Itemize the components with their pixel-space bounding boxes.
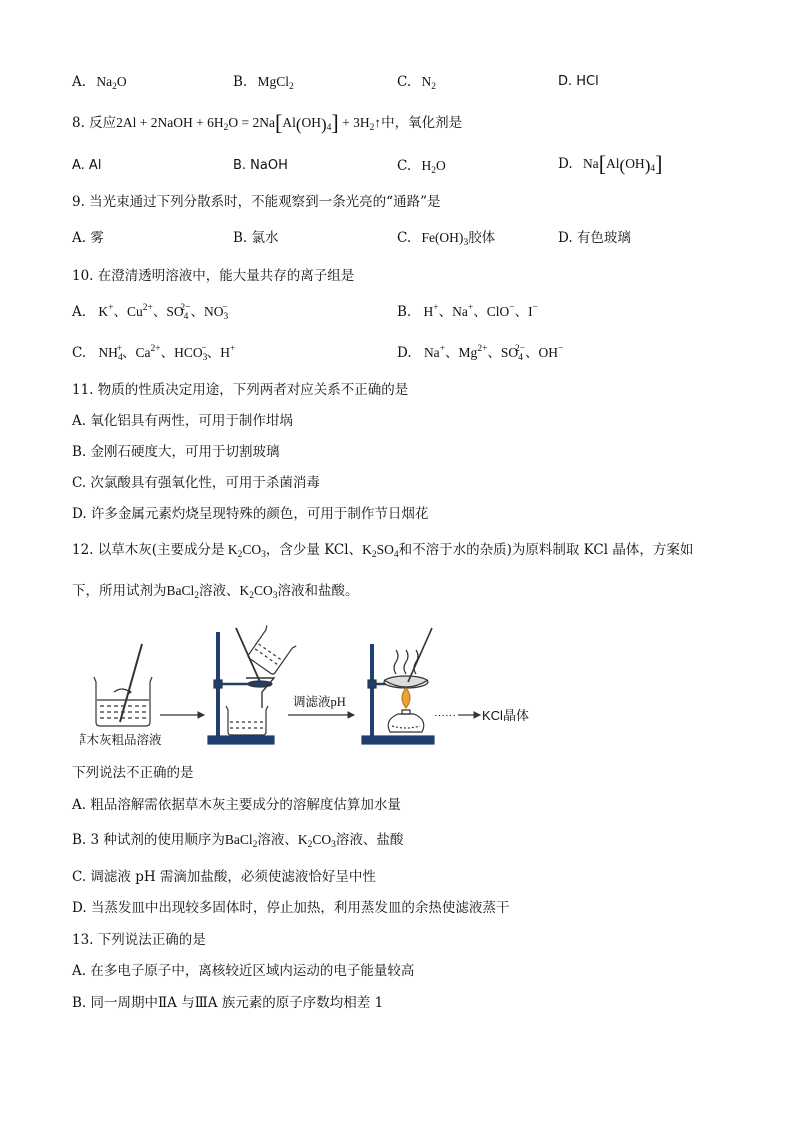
q11-option-d: D. 许多金属元素灼烧呈现特殊的颜色，可用于制作节日烟花 — [72, 506, 429, 522]
q9-option-c: C. $Fe(OH)_3$胶体 — [397, 230, 496, 248]
q12-option-d: D. 当蒸发皿中出现较多固体时，停止加热，利用蒸发皿的余热使滤液蒸干 — [72, 900, 510, 916]
q7-option-c: C. $N_2$ — [397, 74, 436, 92]
q7-option-b-letter: B. — [233, 74, 248, 90]
q8-stem: 8. 反应2Al + 2NaOH + $6H_2O = 2Na[Al(OH)_4]$ + $3H_2↑$中，氧化剂是 — [72, 110, 463, 135]
q13-option-b: B. 同一周期中ⅡA 与ⅢA 族元素的原子序数均相差 1 — [72, 995, 384, 1011]
q8-option-b: B. NaOH — [233, 158, 288, 173]
q12-ask: 下列说法不正确的是 — [72, 765, 194, 781]
q10-option-c: C. $NH_4^+$、$Ca^{2+}$、$HCO_3^-$、H+ — [72, 344, 236, 363]
q12-option-c: C. 调滤液 pH 需滴加盐酸，必须使滤液恰好呈中性 — [72, 869, 376, 885]
q11-stem: 11. 物质的性质决定用途，下列两者对应关系不正确的是 — [72, 382, 409, 398]
q12-stem-line1: 12. 以草木灰(主要成分是 $K_2CO_3$，含少量 KCl、$K_2SO_4$和不溶于水的杂质)为原料制取 KCl 晶体，方案如 — [72, 542, 694, 560]
q7-option-a: A. $Na_2O$ — [72, 74, 127, 92]
arrow-1-icon — [160, 712, 204, 718]
beaker-dissolving-icon — [94, 644, 152, 726]
q9-stem: 9. 当光束通过下列分散系时，不能观察到一条光亮的“通路”是 — [72, 194, 441, 210]
q7-option-d: D. HCl — [558, 74, 599, 89]
apparatus-diagram — [80, 622, 550, 752]
q7-option-c-letter: C. — [397, 74, 412, 90]
q10-option-b: B. H+、Na+、ClO−、I− — [397, 303, 538, 320]
q9-option-a: A. 雾 — [72, 230, 104, 246]
q13-option-a: A. 在多电子原子中，离核较近区域内运动的电子能量较高 — [72, 963, 415, 979]
q11-option-c: C. 次氯酸具有强氧化性，可用于杀菌消毒 — [72, 475, 320, 491]
q10-option-a: A. K+、$Cu^{2+}$、$SO_4^{2-}$、$NO_3^-$ — [72, 303, 229, 322]
q12-option-b: B. 3 种试剂的使用顺序为BaCl$_2$溶液、$K_2CO_3$溶液、盐酸 — [72, 832, 404, 850]
q10-stem: 10. 在澄清透明溶液中，能大量共存的离子组是 — [72, 268, 355, 284]
q12-option-a: A. 粗品溶解需依据草木灰主要成分的溶解度估算加水量 — [72, 797, 401, 813]
fig-label-crude-solution: 草木灰粗品溶液 — [80, 732, 162, 747]
q11-option-a: A. 氧化铝具有两性，可用于制作坩埚 — [72, 413, 293, 429]
q13-stem: 13. 下列说法正确的是 — [72, 932, 206, 948]
q9-option-d: D. 有色玻璃 — [558, 230, 631, 246]
q11-option-b: B. 金刚石硬度大，可用于切割玻璃 — [72, 444, 280, 460]
q10-option-d: D. Na+、$Mg^{2+}$、$SO_4^{2-}$、OH− — [397, 344, 564, 363]
q12-stem-line2: 下，所用试剂为BaCl$_2$溶液、$K_2CO_3$溶液和盐酸。 — [72, 583, 359, 601]
fig-dots: ······ — [434, 710, 456, 722]
arrow-3-icon — [458, 712, 480, 718]
q8-option-c: C. $H_2O$ — [397, 158, 446, 176]
filtration-stand-icon — [208, 625, 296, 744]
fig-label-kcl: KCl晶体 — [482, 708, 529, 723]
evaporation-stand-icon — [362, 628, 434, 744]
q9-option-b: B. 氯水 — [233, 230, 279, 246]
arrow-2-icon — [288, 712, 354, 718]
apparatus-figure — [80, 622, 550, 756]
q8-option-a: A. Al — [72, 158, 102, 173]
q7-option-a-letter: A. — [72, 74, 87, 90]
fig-label-adjust-ph: 调滤液pH — [293, 695, 346, 709]
q8-option-d: D. $Na[Al(OH)_4]$ — [558, 151, 663, 176]
q7-option-b: B. MgCl$_2$ — [233, 74, 294, 92]
